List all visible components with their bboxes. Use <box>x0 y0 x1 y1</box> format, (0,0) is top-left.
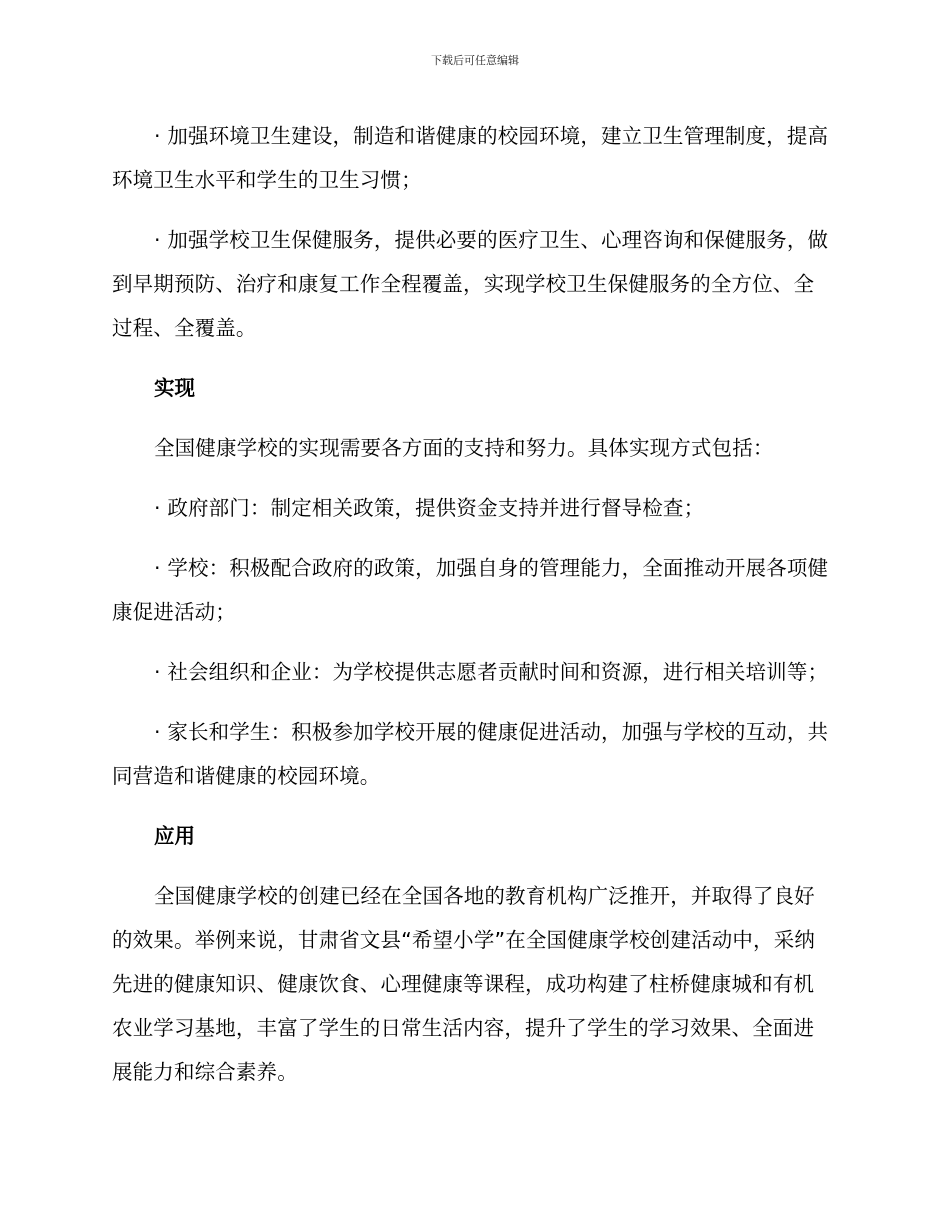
bullet-government: · 政府部门：制定相关政策，提供资金支持并进行督导检查； <box>154 496 705 520</box>
bullet-parents-students: · 家长和学生：积极参加学校开展的健康促进活动，加强与学校的互动，共同营造和谐健康的校园环境。 <box>112 720 829 788</box>
bullet-school: · 学校：积极配合政府的政策，加强自身的管理能力，全面推动开展各项健康促进活动； <box>112 556 829 624</box>
bullet-society: · 社会组织和企业：为学校提供志愿者贡献时间和资源，进行相关培训等； <box>154 660 829 684</box>
document-body <box>112 114 832 1110</box>
section-heading-implementation: 实现 <box>154 376 195 400</box>
bullet-environment-hygiene: · 加强环境卫生建设，制造和谐健康的校园环境，建立卫生管理制度，提高环境卫生水平和学生的卫生习惯； <box>112 124 829 192</box>
application-paragraph: 全国健康学校的创建已经在全国各地的教育机构广泛推开，并取得了良好的效果。举例来说，甘肃省文县“希望小学”在全国健康学校创建活动中，采纳先进的健康知识、健康饮食、心理健康等课程，成功构建了柱桥健康城和有机农业学习基地，丰富了学生的日常生活内容，提升了学生的学习效果、全面进展能力和综合素养。 <box>112 884 815 1084</box>
section-heading-application: 应用 <box>154 824 195 848</box>
page-header: 下载后可任意编辑 <box>431 54 519 67</box>
bullet-health-service: · 加强学校卫生保健服务，提供必要的医疗卫生、心理咨询和保健服务，做到早期预防、治疗和康复工作全程覆盖，实现学校卫生保健服务的全方位、全过程、全覆盖。 <box>112 228 829 340</box>
implementation-intro: 全国健康学校的实现需要各方面的支持和努力。具体实现方式包括： <box>154 436 774 460</box>
